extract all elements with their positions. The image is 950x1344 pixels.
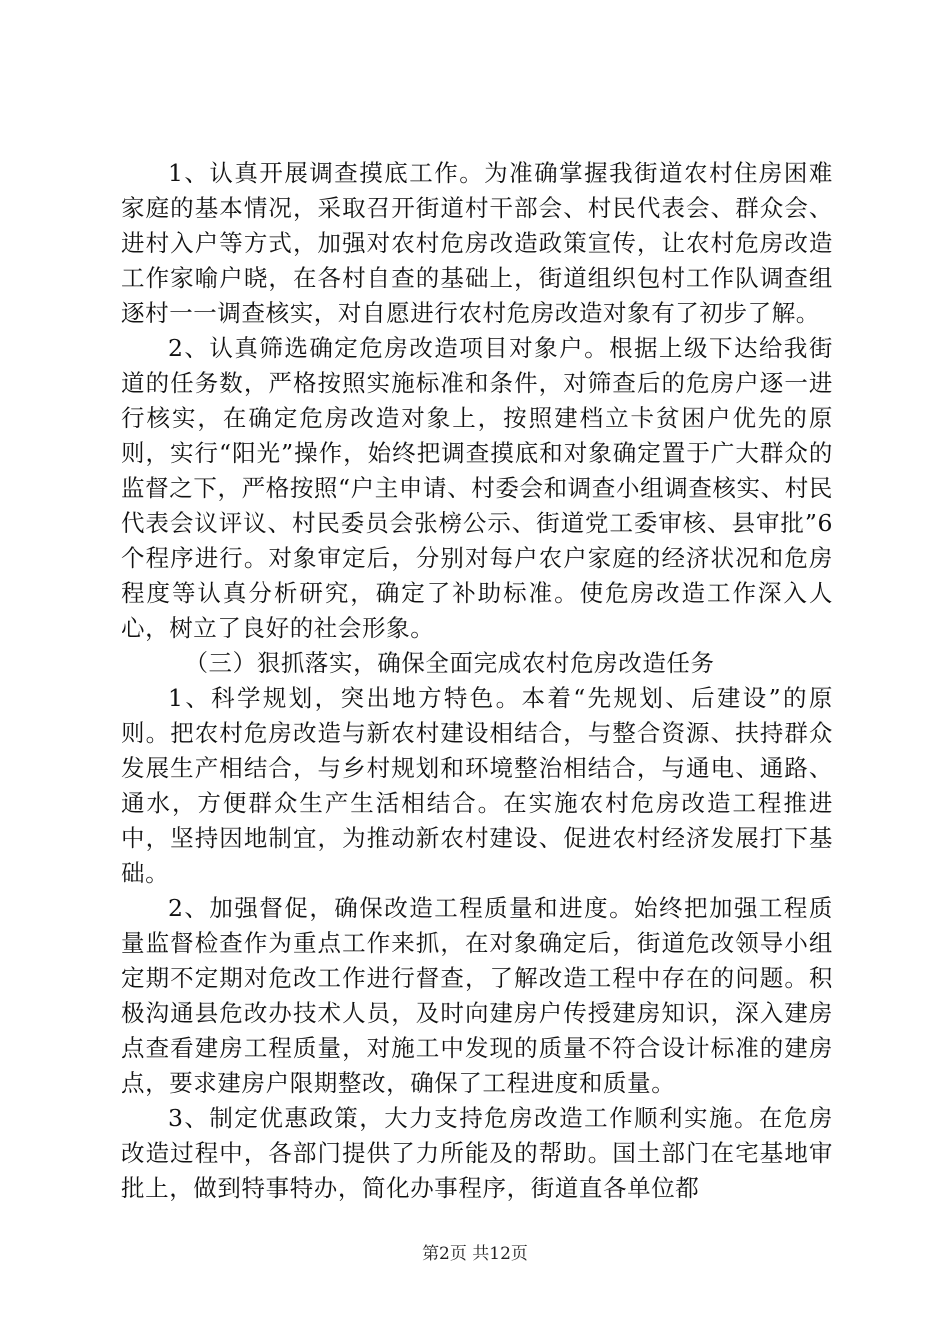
paragraph-screening: 2、认真筛选确定危房改造项目对象户。根据上级下达给我街道的任务数，严格按照实施标准和条件，对筛查后的危房户逐一进行核实，在确定危房改造对象上，按照建档立卡贫困户优先的原则，实行“阳光”操作，始终把调查摸底和对象确定置于广大群众的监督之下，严格按照“户主申请、村委会和调查小组调查核实、村民代表会议评议、村民委员会张榜公示、街道党工委审核、县审批”6个程序进行。对象审定后，分别对每户农户家庭的经济状况和危房程度等认真分析研究，确定了补助标准。使危房改造工作深入人心，树立了良好的社会形象。 — [121, 334, 833, 642]
section-heading: （三）狠抓落实，确保全面完成农村危房改造任务 — [184, 649, 715, 677]
paragraph-supervision: 2、加强督促，确保改造工程质量和进度。始终把加强工程质量监督检查作为重点工作来抓，在对象确定后，街道危改领导小组定期不定期对危改工作进行督查，了解改造工程中存在的问题。积极沟通县危改办技术人员，及时向建房户传授建房知识，深入建房点查看建房工程质量，对施工中发现的质量不符合设计标准的建房点，要求建房户限期整改，确保了工程进度和质量。 — [121, 894, 833, 1097]
page-footer: 第2页 共12页 — [422, 1244, 528, 1264]
document-body — [121, 156, 833, 1206]
paragraph-survey: 1、认真开展调查摸底工作。为准确掌握我街道农村住房困难家庭的基本情况，采取召开街道村干部会、村民代表会、群众会、进村入户等方式，加强对农村危房改造政策宣传，让农村危房改造工作家喻户晓，在各村自查的基础上，街道组织包村工作队调查组逐村一一调查核实，对自愿进行农村危房改造对象有了初步了解。 — [121, 159, 833, 327]
paragraph-planning: 1、科学规划，突出地方特色。本着“先规划、后建设”的原则。把农村危房改造与新农村建设相结合，与整合资源、扶持群众发展生产相结合，与乡村规划和环境整治相结合，与通电、通路、通水，方便群众生产生活相结合。在实施农村危房改造工程推进中，坚持因地制宜，为推动新农村建设、促进农村经济发展打下基础。 — [121, 684, 833, 887]
paragraph-policy: 3、制定优惠政策，大力支持危房改造工作顺利实施。在危房改造过程中，各部门提供了力所能及的帮助。国土部门在宅基地审批上，做到特事特办，简化办事程序，街道直各单位都 — [121, 1104, 833, 1202]
